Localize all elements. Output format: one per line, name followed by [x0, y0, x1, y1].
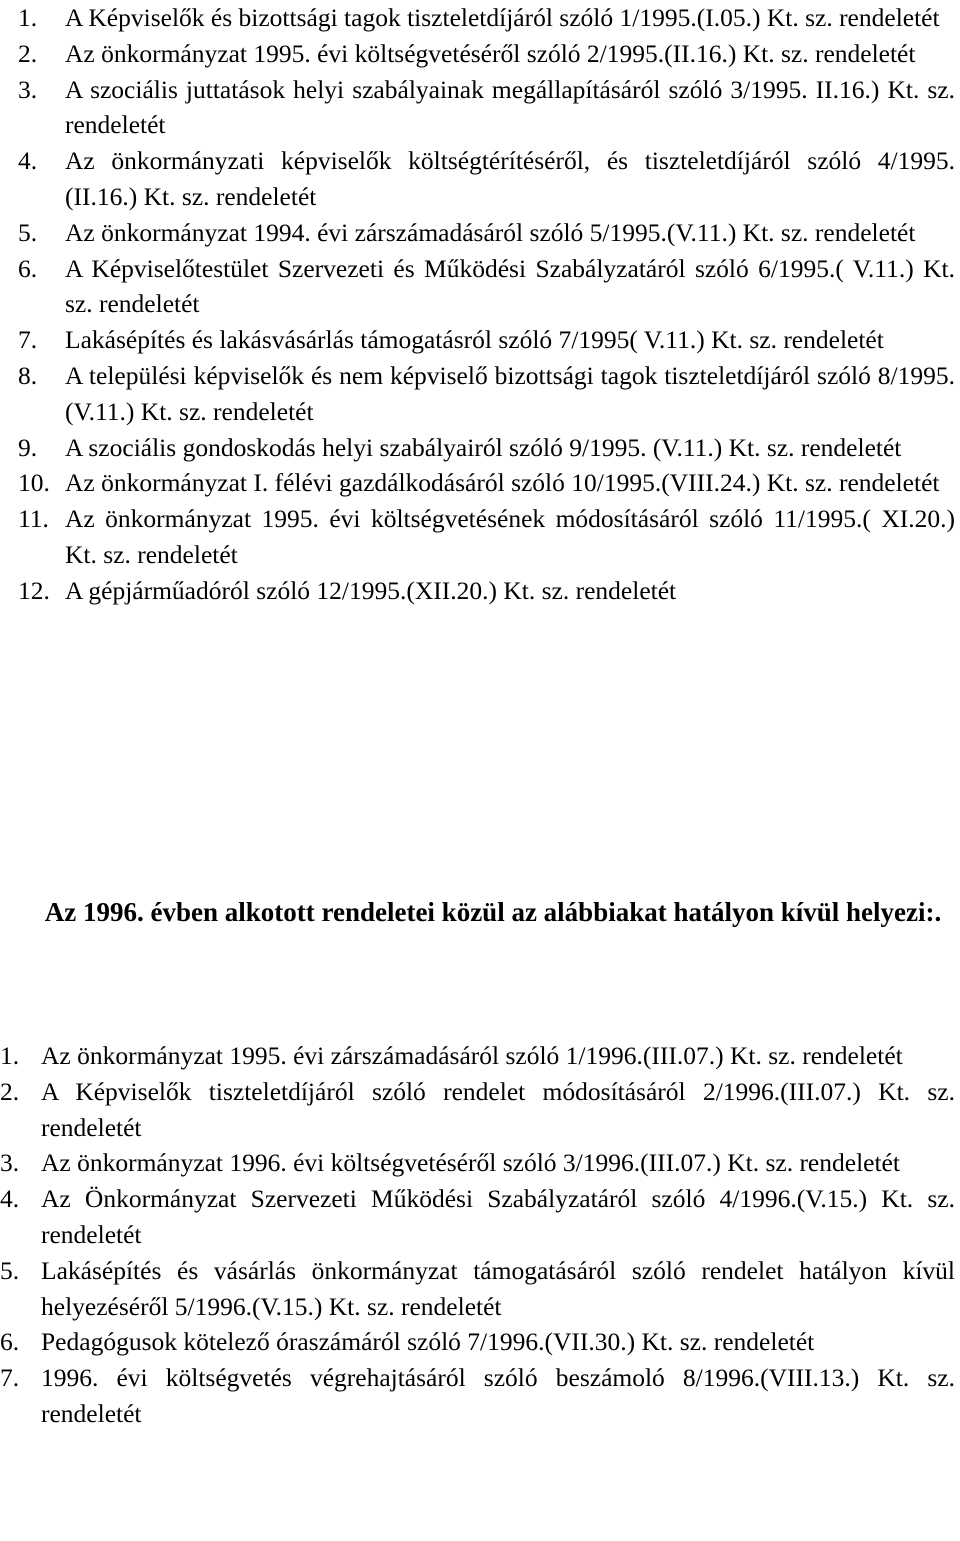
list-item	[18, 72, 955, 144]
item-text: A Képviselők és bizottsági tagok tiszteletdíjáról szóló 1/1995.(I.05.) Kt. sz. rendeletét	[65, 3, 940, 32]
list-item	[0, 1253, 955, 1325]
list-item	[18, 322, 955, 358]
list-item	[18, 0, 955, 36]
item-number: 9.	[18, 432, 38, 462]
list-item	[18, 358, 955, 430]
item-text: Az Önkormányzat Szervezeti Működési Szabályzatáról szóló 4/1996.(V.15.) Kt. sz. rendeletét	[41, 1184, 955, 1249]
item-text: Az önkormányzat 1996. évi költségvetéséről szóló 3/1996.(III.07.) Kt. sz. rendeletét	[41, 1148, 900, 1178]
item-text: A települési képviselők és nem képviselő bizottsági tagok tiszteletdíjáról szóló 8/1995.(V.11.) Kt. sz. rendeletét	[65, 360, 955, 426]
list-item	[0, 1074, 955, 1146]
item-number: 5.	[18, 217, 38, 247]
item-number: 11.	[18, 504, 49, 534]
item-text: Az önkormányzati képviselők költségtérítéséről, és tiszteletdíjáról szóló 4/1995. (II.16.) Kt. sz. rendeletét	[65, 146, 955, 211]
item-number: 2.	[18, 38, 38, 68]
item-number: 6.	[18, 253, 38, 283]
item-text: A Képviselők tiszteletdíjáról szóló rendelet módosításáról 2/1996.(III.07.) Kt. sz. rendeletét	[41, 1076, 955, 1142]
item-number: 7.	[18, 325, 38, 355]
list-item	[18, 465, 955, 501]
list-item	[18, 36, 955, 72]
item-number: 10.	[18, 468, 50, 498]
section-heading: Az 1996. évben alkotott rendeletei közül az alábbiakat hatályon kívül helyezi:.	[44, 897, 942, 927]
item-text: Az önkormányzat 1995. évi költségvetéséről szóló 2/1995.(II.16.) Kt. sz. rendeletét	[65, 38, 916, 68]
list-item	[18, 573, 955, 609]
item-text: A Képviselőtestület Szervezeti és Működési Szabályzatáról szóló 6/1995.( V.11.) Kt. sz. rendeletét	[65, 253, 955, 319]
item-text: Az önkormányzat 1995. évi költségvetésének módosításáról szóló 11/1995.( XI.20.) Kt. sz. rendeletét	[65, 504, 955, 569]
repealed-1995-decrees-list	[18, 0, 955, 609]
item-text: Lakásépítés és vásárlás önkormányzat támogatásáról szóló rendelet hatályon kívül helyezéséről 5/1996.(V.15.) Kt. sz. rendeletét	[41, 1255, 955, 1321]
item-text: Pedagógusok kötelező óraszámáról szóló 7/1996.(VII.30.) Kt. sz. rendeletét	[41, 1327, 815, 1357]
item-text: Az önkormányzat I. félévi gazdálkodásáról szóló 10/1995.(VIII.24.) Kt. sz. rendeletét	[65, 468, 940, 498]
list-item	[0, 1324, 955, 1360]
list-item	[18, 501, 955, 573]
list-item	[18, 143, 955, 215]
item-number: 3.	[18, 74, 38, 104]
item-number: 4.	[0, 1184, 20, 1214]
item-number: 1.	[18, 3, 38, 32]
item-text: A gépjárműadóról szóló 12/1995.(XII.20.) Kt. sz. rendeletét	[65, 575, 677, 605]
list-item	[18, 215, 955, 251]
repealed-1996-decrees-list	[0, 1038, 955, 1432]
list-item	[18, 430, 955, 466]
item-text: Az önkormányzat 1995. évi zárszámadásáról szóló 1/1996.(III.07.) Kt. sz. rendeletét	[41, 1041, 903, 1070]
list-item	[18, 251, 955, 323]
item-number: 6.	[0, 1327, 20, 1357]
item-number: 7.	[0, 1363, 20, 1393]
item-text: Lakásépítés és lakásvásárlás támogatásról szóló 7/1995( V.11.) Kt. sz. rendeletét	[65, 325, 884, 355]
item-number: 12.	[18, 575, 50, 605]
list-item	[0, 1038, 955, 1074]
item-text: 1996. évi költségvetés végrehajtásáról szóló beszámoló 8/1996.(VIII.13.) Kt. sz. rendeletét	[41, 1363, 955, 1428]
item-text: A szociális gondoskodás helyi szabályairól szóló 9/1995. (V.11.) Kt. sz. rendeletét	[65, 432, 902, 462]
item-text: A szociális juttatások helyi szabályainak megállapításáról szóló 3/1995. II.16.) Kt. sz. rendeletét	[65, 74, 955, 140]
item-number: 4.	[18, 146, 38, 176]
item-number: 3.	[0, 1148, 20, 1178]
list-item	[0, 1181, 955, 1253]
list-item	[0, 1145, 955, 1181]
list-item	[0, 1360, 955, 1432]
item-number: 2.	[0, 1076, 20, 1106]
item-number: 8.	[18, 360, 38, 390]
item-text: Az önkormányzat 1994. évi zárszámadásáról szóló 5/1995.(V.11.) Kt. sz. rendeletét	[65, 217, 916, 247]
item-number: 1.	[0, 1041, 20, 1070]
item-number: 5.	[0, 1255, 20, 1285]
